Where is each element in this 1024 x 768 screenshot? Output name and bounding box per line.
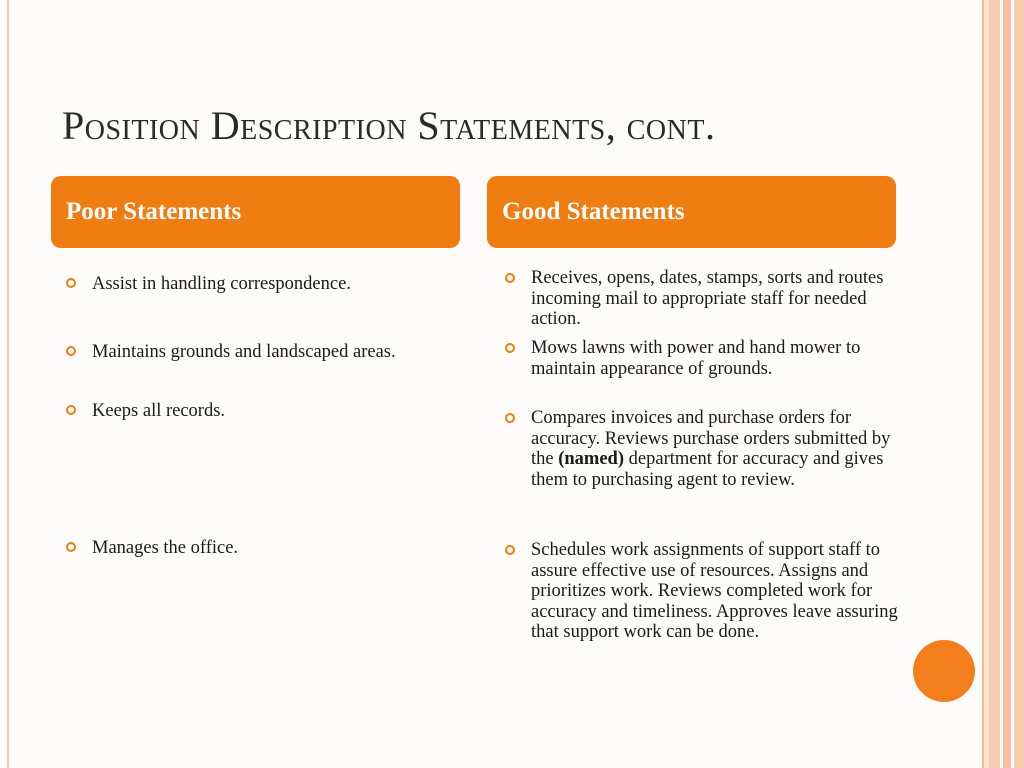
poor-statement-text: Keeps all records.: [92, 401, 226, 421]
bullet-icon: [66, 278, 76, 288]
list-item: [92, 535, 452, 561]
bullet-icon: [66, 346, 76, 356]
good-statements-header: [487, 176, 896, 248]
good-statements-header-label: Good Statements: [502, 198, 685, 225]
poor-statements-header: [51, 176, 460, 248]
poor-statement-text: Maintains grounds and landscaped areas.: [92, 342, 396, 362]
poor-statements-header-label: Poor Statements: [66, 198, 242, 225]
bullet-icon: [505, 343, 515, 353]
bullet-icon: [505, 413, 515, 423]
bullet-icon: [505, 545, 515, 555]
list-item: [531, 338, 901, 379]
poor-statement-text: Assist in handling correspondence.: [92, 274, 351, 294]
list-item: [92, 398, 452, 424]
decorative-orange-circle: [913, 640, 975, 702]
bullet-icon: [66, 542, 76, 552]
list-item: [531, 540, 901, 643]
list-item: [531, 268, 901, 330]
bullet-icon: [66, 405, 76, 415]
list-item: [531, 408, 901, 490]
good-statement-text-before: Compares invoices and purchase orders for accuracy. Reviews purchase orders submitted by the: [531, 408, 891, 469]
slide-title: Position Description Statements, cont.: [62, 103, 716, 148]
good-statement-text: Receives, opens, dates, stamps, sorts and routes incoming mail to appropriate staff for needed action.: [531, 268, 884, 329]
list-item: [92, 339, 452, 365]
poor-statement-text: Manages the office.: [92, 538, 239, 558]
good-statement-text-after: department for accuracy and gives them to purchasing agent to review.: [531, 449, 884, 490]
list-item: [92, 271, 452, 297]
named-emphasis: (named): [558, 449, 625, 469]
right-decorative-stripes: [978, 0, 1024, 768]
bullet-icon: [505, 273, 515, 283]
left-border-rule: [7, 0, 9, 768]
good-statement-text: Schedules work assignments of support staff to assure effective use of resources. Assigns and prioritizes work. Reviews completed work for accuracy and timeliness. Approves leave assuring that support work can be done.: [531, 540, 898, 642]
good-statement-text: Mows lawns with power and hand mower to maintain appearance of grounds.: [531, 338, 861, 379]
